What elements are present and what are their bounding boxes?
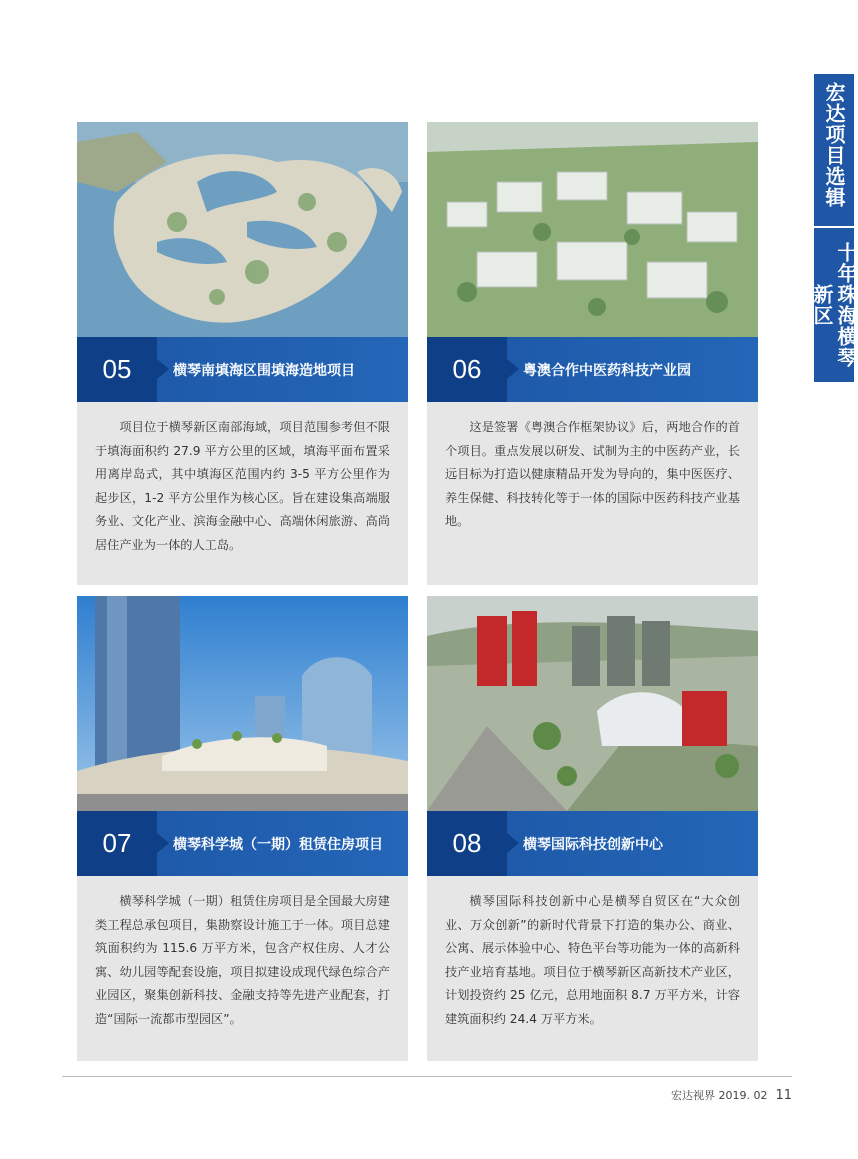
project-title-bar [427,337,758,402]
project-description: 项目位于横琴新区南部海域，项目范围参考但不限于填海面积约 27.9 平方公里的区域，填海平面布置采用离岸岛式，其中填海区范围内约 3-5 平方公里作为起步区，1-2 平方公里作为核心区。旨在建设集高端服务业、文化产业、滨海金融中心、高端休闲旅游、高尚居住产业为一体的人工岛。 [77,402,408,585]
project-number: 08 [427,811,507,876]
aerial-island-image [77,122,408,337]
section-tab-label: 宏达项目选辑 [822,82,846,208]
project-title: 横琴国际科技创新中心 [523,836,663,853]
project-description: 横琴科学城（一期）租赁住房项目是全国最大房建类工程总承包项目，集勘察设计施工于一体。项目总建筑面积约为 115.6 万平方米，包含产权住房、人才公寓、幼儿园等配套设施，项目拟建设成现代绿色综合产业园区，聚集创新科技、金融支持等先进产业配套，打造“国际一流都市型园区”。 [77,876,408,1061]
industrial-park-image [427,122,758,337]
section-tab [814,74,854,226]
section-subtab-label: 十年珠海横琴新区 [810,242,858,368]
innovation-center-image [427,596,758,811]
page-number: 11 [775,1088,792,1103]
project-title: 横琴科学城（一期）租赁住房项目 [173,836,383,853]
project-number: 06 [427,337,507,402]
section-subtab [810,228,858,382]
high-rise-complex-image [77,596,408,811]
project-title: 横琴南填海区围填海造地项目 [173,362,355,379]
project-description: 横琴国际科技创新中心是横琴自贸区在“大众创业、万众创新”的新时代背景下打造的集办公、商业、公寓、展示体验中心、特色平台等功能为一体的高新科技产业培育基地。项目位于横琴新区高新技术产业区，计划投资约 25 亿元，总用地面积 8.7 万平方米，计容建筑面积约 24.4 万平方米。 [427,876,758,1061]
project-title-bar [427,811,758,876]
project-title-bar [77,337,408,402]
project-description: 这是签署《粤澳合作框架协议》后，两地合作的首个项目。重点发展以研发、试制为主的中医药产业，长远目标为打造以健康精品开发为导向的，集中医医疗、养生保健、科技转化等于一体的国际中医药科技产业基地。 [427,402,758,585]
project-title-bar [77,811,408,876]
footer-divider [62,1076,792,1077]
magazine-issue: 宏达视界 2019. 02 [670,1089,768,1102]
project-number: 07 [77,811,157,876]
project-title: 粤澳合作中医药科技产业园 [523,362,691,379]
project-number: 05 [77,337,157,402]
page-footer [671,1087,792,1103]
